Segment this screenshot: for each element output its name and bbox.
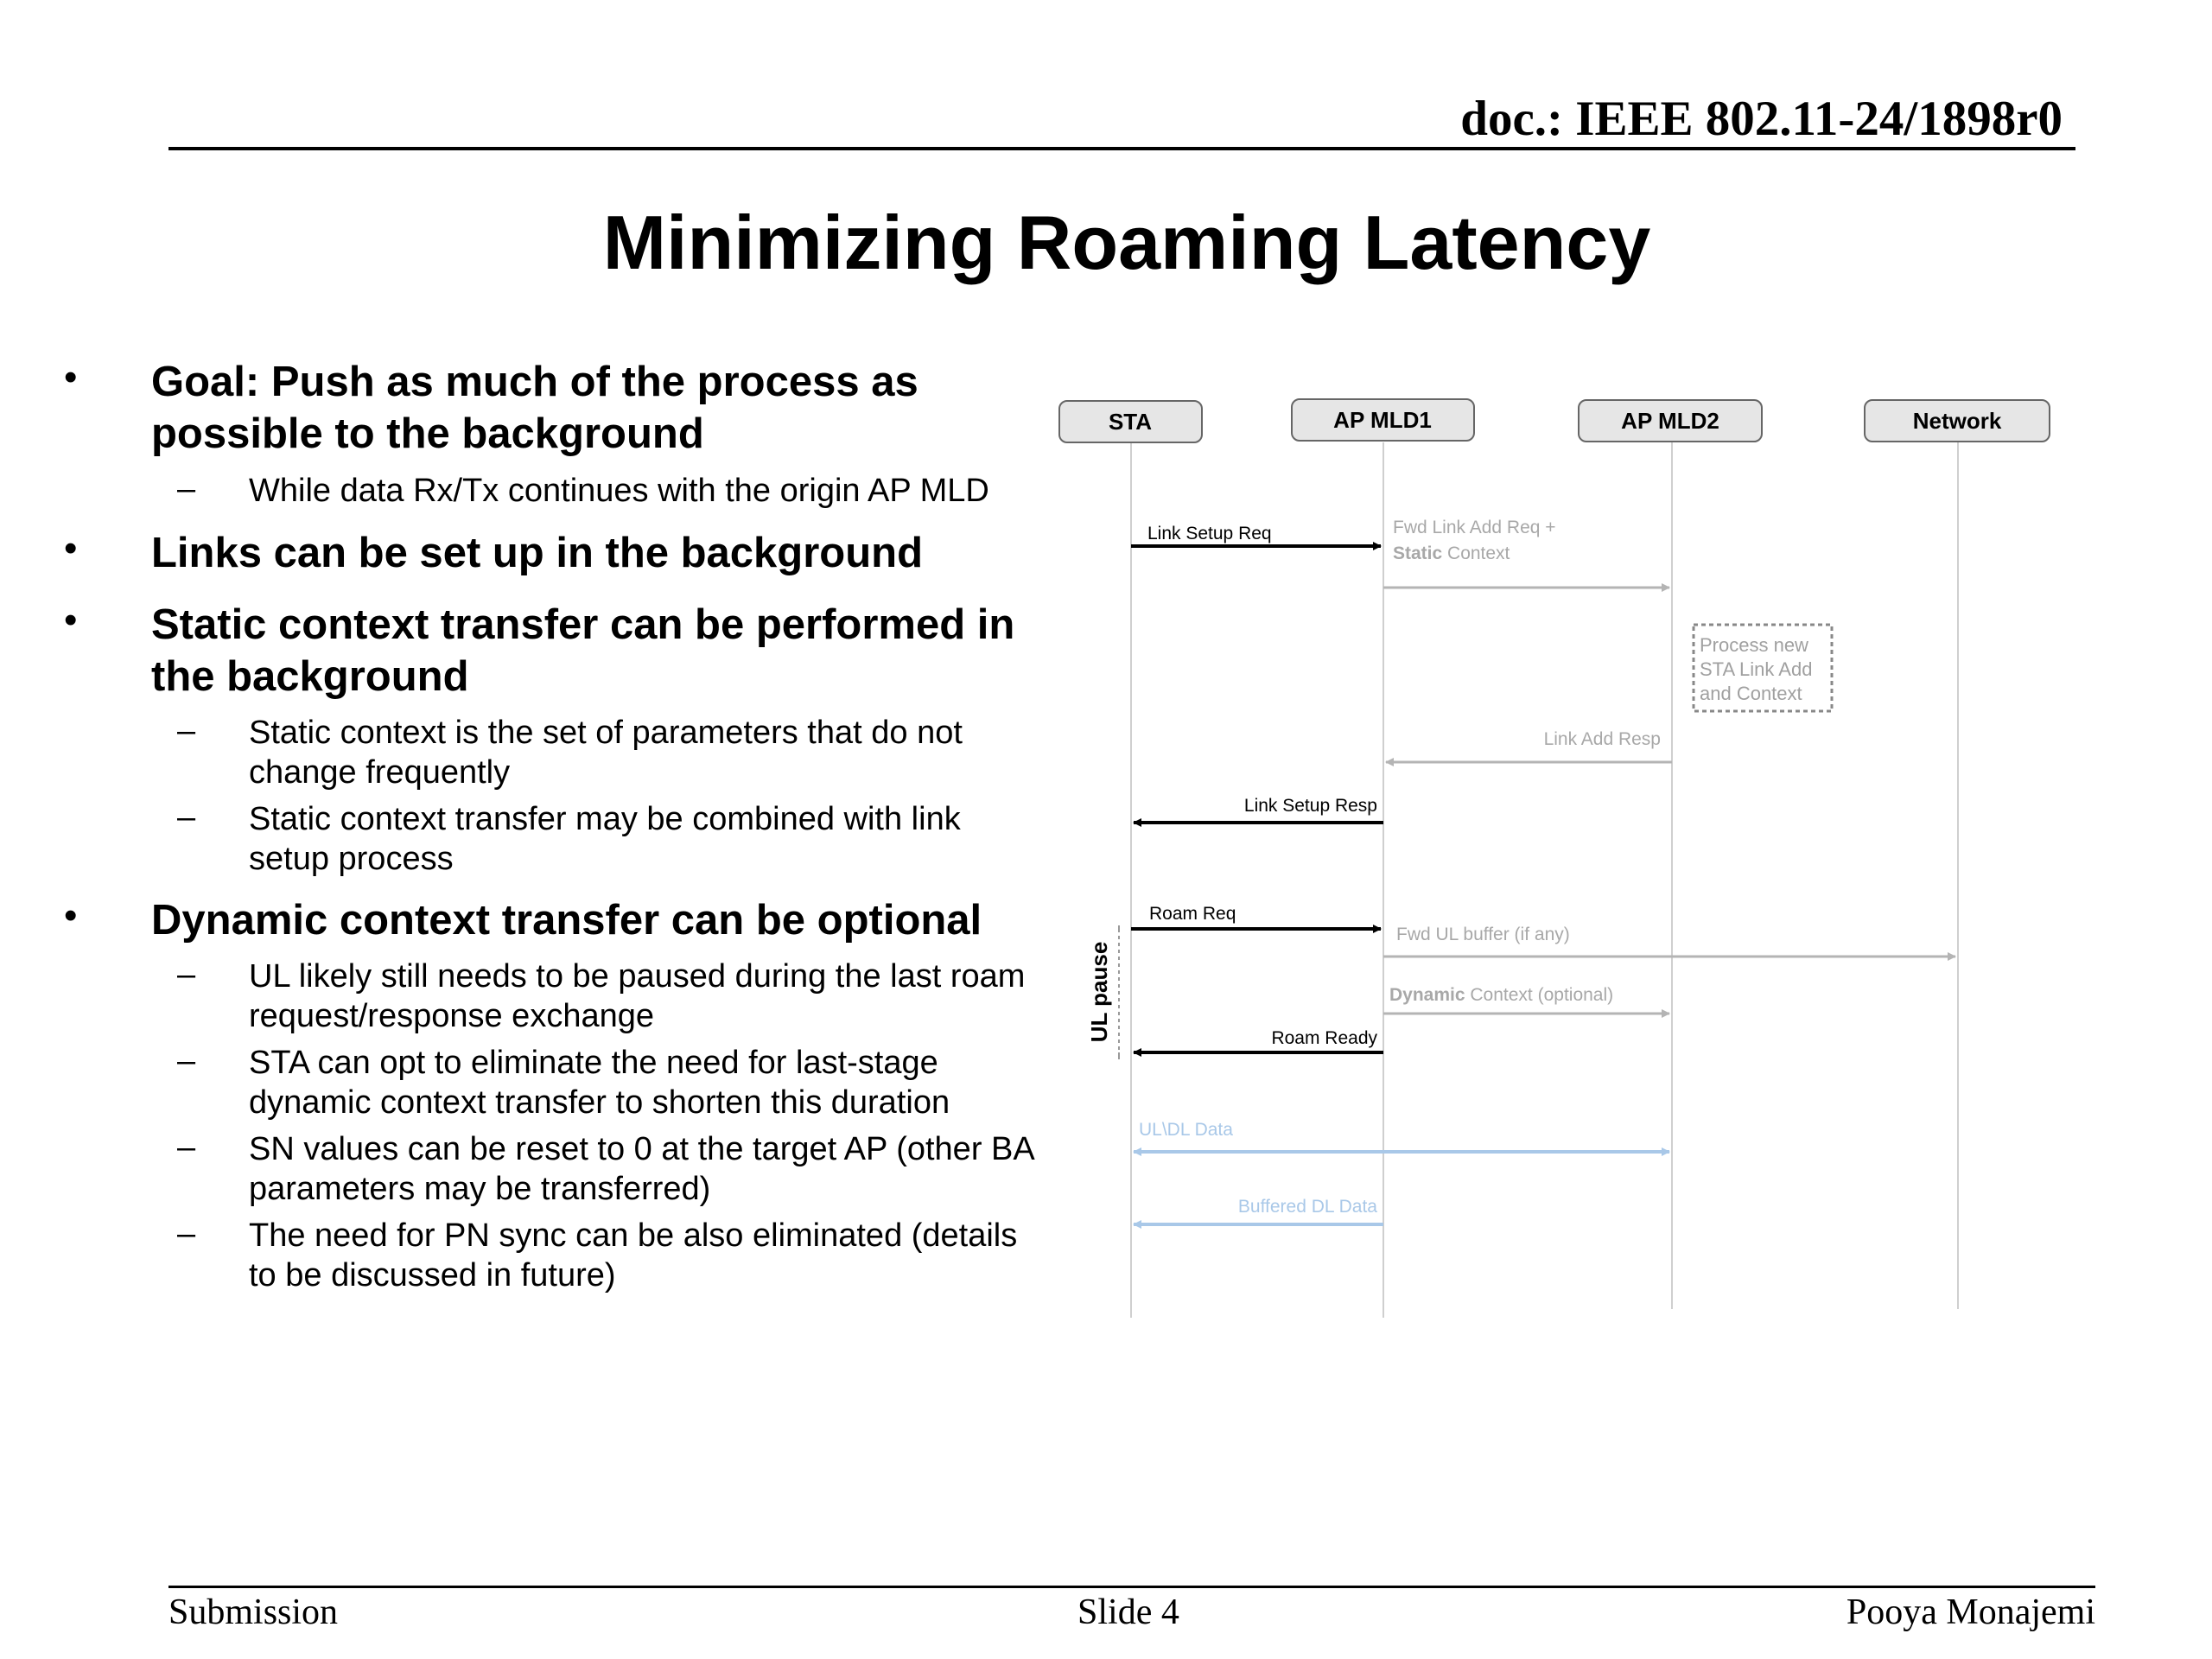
link-setup-req-label: Link Setup Req	[1147, 524, 1272, 543]
sub-bullet-dash: –	[177, 957, 196, 993]
footer-slide-number: Slide 4	[1077, 1592, 1179, 1632]
sub-bullet-text: Static context is the set of parameters that do not change frequently	[249, 715, 963, 791]
entity-label: AP MLD1	[1333, 407, 1432, 433]
bullet-dot: •	[64, 356, 78, 398]
sequence-diagram	[1046, 380, 2082, 1348]
slide-title: Minimizing Roaming Latency	[602, 200, 1651, 285]
fwd-link-add-req-label: Fwd Link Add Req +	[1393, 518, 1556, 537]
roam-req-label: Roam Req	[1149, 904, 1236, 924]
context-word: Context	[1442, 543, 1510, 563]
sub-bullet-text: STA can opt to eliminate the need for last-stage dynamic context transfer to shorten this duration	[249, 1045, 950, 1121]
entity-label: Network	[1912, 408, 2002, 434]
entity-label: STA	[1108, 409, 1153, 435]
bullet-text: Links can be set up in the background	[151, 530, 924, 576]
process-box-line: Process new	[1700, 634, 1808, 656]
link-setup-resp-label: Link Setup Resp	[1243, 796, 1377, 816]
buffered-dl-data-label: Buffered DL Data	[1237, 1197, 1377, 1217]
static-context-label	[1393, 543, 1510, 563]
bullet-dot: •	[64, 894, 78, 937]
footer-author: Pooya Monajemi	[1846, 1592, 2095, 1632]
process-box-line: and Context	[1700, 683, 1802, 704]
dynamic-keyword: Dynamic	[1389, 985, 1465, 1005]
dynamic-context-label	[1389, 985, 1613, 1005]
bullet-text: Static context transfer can be performed in the background	[151, 601, 1015, 700]
footer-submission: Submission	[168, 1592, 339, 1632]
process-box-line: STA Link Add	[1700, 658, 1813, 680]
sub-bullet-text: UL likely still needs to be paused during the last roam request/response exchange	[249, 958, 1026, 1034]
entity-sta	[1059, 401, 1202, 442]
sub-bullet-text: Static context transfer may be combined with link setup process	[249, 801, 961, 877]
sub-bullet-dash: –	[177, 1043, 196, 1079]
bullet-text: Dynamic context transfer can be optional	[151, 897, 982, 944]
sub-bullet-text: The need for PN sync can be also eliminated (details to be discussed in future)	[249, 1217, 1018, 1294]
roam-ready-label: Roam Ready	[1271, 1028, 1377, 1048]
sub-bullet-text: While data Rx/Tx continues with the origin AP MLD	[249, 473, 989, 509]
entity-ap-mld1	[1292, 399, 1474, 441]
link-add-resp-label: Link Add Resp	[1543, 729, 1661, 749]
entity-ap-mld2	[1579, 400, 1762, 442]
bullet-text: Goal: Push as much of the process as possible to the background	[151, 359, 918, 457]
entity-network	[1865, 400, 2050, 442]
dynamic-context-rest: Context (optional)	[1465, 985, 1614, 1005]
sub-bullet-dash: –	[177, 1129, 196, 1166]
bullet-dot: •	[64, 599, 78, 641]
sub-bullet-dash: –	[177, 1216, 196, 1252]
sub-bullet-text: SN values can be reset to 0 at the target AP (other BA parameters may be transferred)	[249, 1131, 1033, 1207]
bullet-list	[0, 0, 1063, 1659]
process-box	[1694, 625, 1832, 711]
static-keyword: Static	[1393, 543, 1443, 563]
footer-rule	[168, 1586, 2095, 1588]
entity-label: AP MLD2	[1621, 408, 1719, 434]
fwd-ul-buffer-label: Fwd UL buffer (if any)	[1396, 925, 1570, 944]
ul-pause-label: UL pause	[1086, 941, 1112, 1043]
sub-bullet-dash: –	[177, 713, 196, 749]
ul-dl-data-label: UL\DL Data	[1139, 1120, 1233, 1140]
sub-bullet-dash: –	[177, 471, 196, 507]
sub-bullet-dash: –	[177, 799, 196, 836]
bullet-dot: •	[64, 527, 78, 569]
document-id: doc.: IEEE 802.11-24/1898r0	[1460, 92, 2063, 146]
